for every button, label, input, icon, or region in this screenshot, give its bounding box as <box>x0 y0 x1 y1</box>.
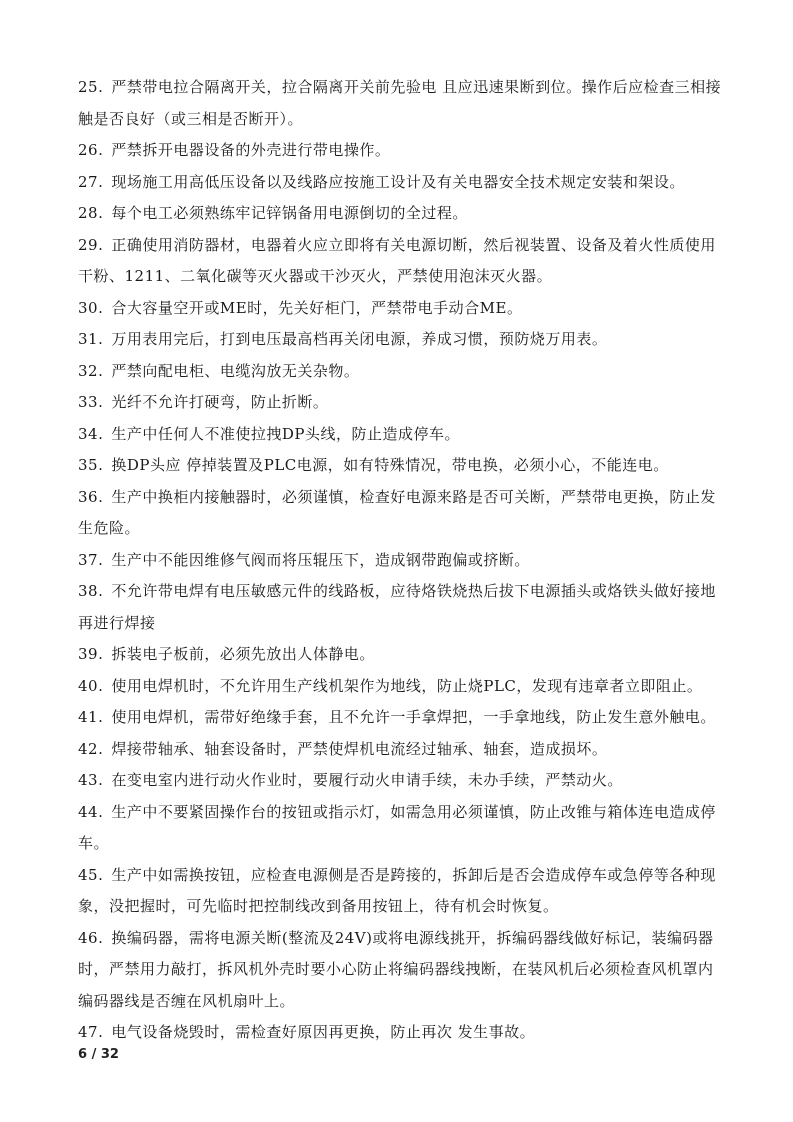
list-item <box>78 923 724 1018</box>
item-number: 34. <box>78 424 104 443</box>
item-text: 拆装电子板前，必须先放出人体静电。 <box>111 645 375 663</box>
item-number: 31. <box>78 330 104 348</box>
item-number: 33. <box>78 393 104 411</box>
list-item <box>78 356 724 388</box>
list-item <box>78 765 724 797</box>
list-item <box>78 419 724 451</box>
item-text: 生产中如需换按钮，应检查电源侧是否是跨接的，拆卸后是否会造成停车或急停等各种现象，没把握时，可先临时把控制线改到备用按钮上，待有机会时恢复。 <box>78 865 716 915</box>
item-text: 严禁向配电柜、电缆沟放无关杂物。 <box>111 361 360 380</box>
item-text: 合大容量空开或ME时，先关好柜门，严禁带电手动合ME。 <box>111 298 523 317</box>
list-item <box>78 734 724 766</box>
list-item <box>78 545 724 577</box>
item-text: 严禁带电拉合隔离开关，拉合隔离开关前先验电 且应迅速果断到位。操作后应检查三相接触是否良好（或三相是否断开）。 <box>78 78 722 128</box>
item-text: 万用表用完后，打到电压最高档再关闭电源，养成习惯，预防烧万用表。 <box>111 330 608 348</box>
item-number: 39. <box>78 645 104 663</box>
item-text: 换编码器，需将电源关断(整流及24V)或将电源线挑开，拆编码器线做好标记，装编码器时，严禁用力敲打，拆风机外壳时要小心防止将编码器线拽断，在装风机后必须检查风机罩内编码器线是否缠在风机扇叶上。 <box>78 928 714 1010</box>
item-text: 生产中不要紧固操作台的按钮或指示灯，如需急用必须谨慎，防止改锥与箱体连电造成停车。 <box>78 802 716 852</box>
list-item <box>78 482 724 545</box>
item-text: 正确使用消防器材，电器着火应立即将有关电源切断，然后视装置、设备及着火性质使用干粉、1211、二氧化碳等灭火器或干沙灭火，严禁使用泡沫灭火器。 <box>78 235 716 285</box>
item-text: 生产中不能因维修气阀而将压辊压下，造成钢带跑偏或挤断。 <box>111 550 530 569</box>
list-item <box>78 135 724 167</box>
item-number: 42. <box>78 739 104 758</box>
list-item <box>78 797 724 860</box>
item-number: 46. <box>78 928 104 947</box>
item-number: 44. <box>78 802 104 821</box>
item-number: 43. <box>78 771 104 789</box>
item-number: 28. <box>78 204 104 222</box>
item-text: 使用电焊机时，不允许用生产线机架作为地线，防止烧PLC，发现有违章者立即阻止。 <box>111 676 703 695</box>
item-text: 使用电焊机，需带好绝缘手套，且不允许一手拿焊把，一手拿地线，防止发生意外触电。 <box>111 708 716 726</box>
list-item <box>78 167 724 199</box>
item-number: 30. <box>78 298 104 317</box>
list-item <box>78 72 724 135</box>
item-text: 在变电室内进行动火作业时，要履行动火申请手续，未办手续，严禁动火。 <box>111 771 623 789</box>
list-item <box>78 198 724 230</box>
item-number: 32. <box>78 361 104 380</box>
item-text: 生产中换柜内接触器时，必须谨慎，检查好电源来路是否可关断，严禁带电更换，防止发生危险。 <box>78 487 716 537</box>
list-item <box>78 450 724 482</box>
item-text: 电气设备烧毁时，需检查好原因再更换，防止再次 发生事故。 <box>111 1023 536 1041</box>
list-item <box>78 387 724 419</box>
item-text: 焊接带轴承、轴套设备时，严禁使焊机电流经过轴承、轴套，造成损坏。 <box>111 739 608 758</box>
page-number: 6 / 32 <box>78 1047 119 1062</box>
item-number: 45. <box>78 865 104 884</box>
rules-list <box>0 72 724 1049</box>
item-text: 不允许带电焊有电压敏感元件的线路板，应待烙铁烧热后拔下电源插头或烙铁头做好接地再进行焊接 <box>78 582 716 632</box>
list-item <box>78 293 724 325</box>
list-item <box>78 576 724 639</box>
item-text: 每个电工必须熟练牢记锌锅备用电源倒切的全过程。 <box>111 204 468 222</box>
list-item <box>78 1017 724 1049</box>
item-text: 现场施工用高低压设备以及线路应按施工设计及有关电器安全技术规定安装和架设。 <box>111 172 685 191</box>
item-text: 换DP头应 停掉装置及PLC电源，如有特殊情况，带电换，必须小心，不能连电。 <box>111 456 669 474</box>
item-number: 27. <box>78 172 104 191</box>
item-text: 严禁拆开电器设备的外壳进行带电操作。 <box>111 141 391 159</box>
item-number: 41. <box>78 708 104 726</box>
item-text: 光纤不允许打硬弯，防止折断。 <box>111 393 329 411</box>
list-item <box>78 639 724 671</box>
item-number: 25. <box>78 78 104 96</box>
list-item <box>78 860 724 923</box>
list-item <box>78 702 724 734</box>
item-number: 38. <box>78 582 104 600</box>
list-item <box>78 324 724 356</box>
item-number: 37. <box>78 550 104 569</box>
list-item <box>78 230 724 293</box>
item-number: 26. <box>78 141 104 159</box>
item-number: 47. <box>78 1023 104 1041</box>
item-number: 35. <box>78 456 104 474</box>
item-text: 生产中任何人不准使拉拽DP头线，防止造成停车。 <box>111 424 460 443</box>
item-number: 40. <box>78 676 104 695</box>
item-number: 29. <box>78 235 104 254</box>
item-number: 36. <box>78 487 104 506</box>
list-item <box>78 671 724 703</box>
